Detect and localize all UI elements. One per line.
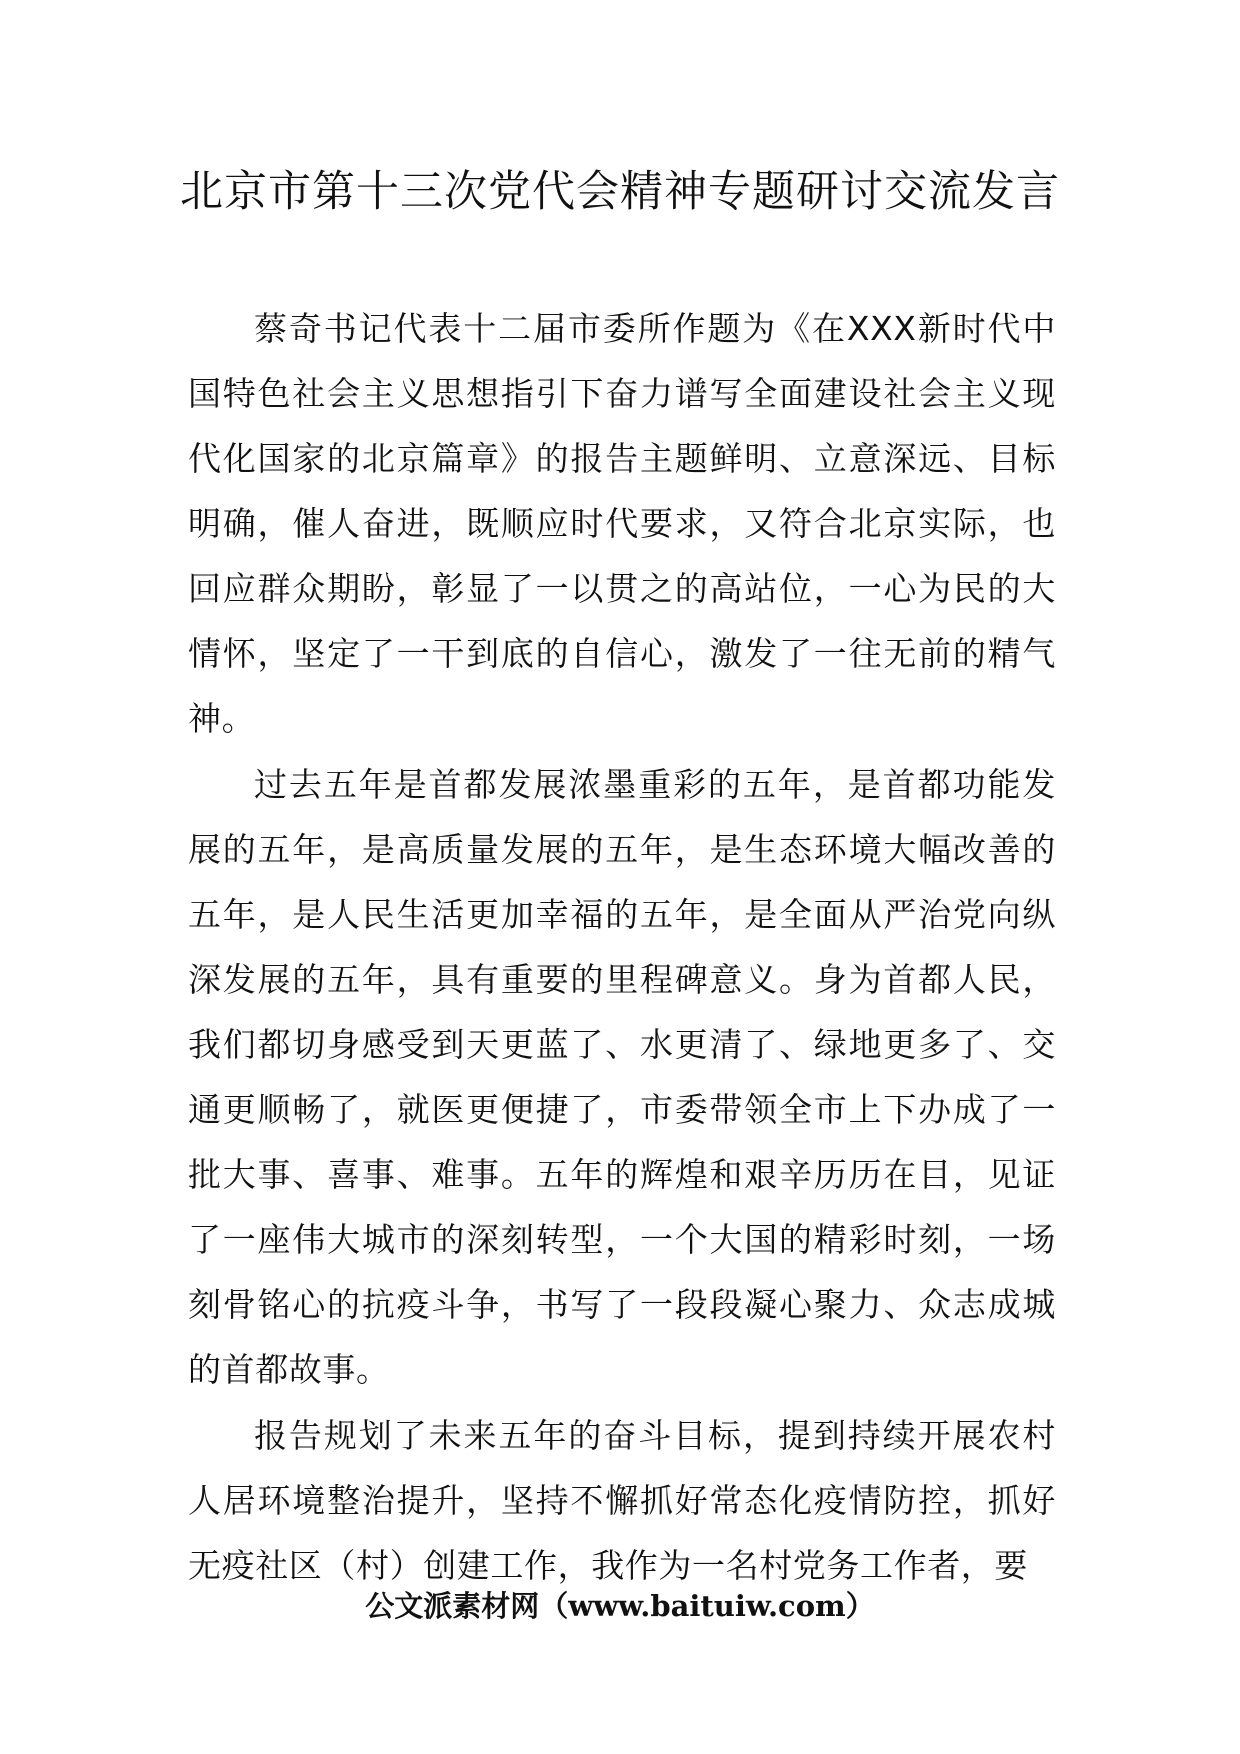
paragraph-1: 蔡奇书记代表十二届市委所作题为《在XXX新时代中国特色社会主义思想指引下奋力谱写全面建设社会主义现代化国家的北京篇章》的报告主题鲜明、立意深远、目标明确，催人奋进，既顺应时代要求，又符合北京实际，也回应群众期盼，彰显了一以贯之的高站位，一心为民的大情怀，坚定了一干到底的自信心，激发了一往无前的精气神。	[188, 309, 1056, 738]
document-title: 北京市第十三次党代会精神专题研讨交流发言	[180, 167, 1060, 217]
paragraph-2: 过去五年是首都发展浓墨重彩的五年，是首都功能发展的五年，是高质量发展的五年，是生态环境大幅改善的五年，是人民生活更加幸福的五年，是全面从严治党向纵深发展的五年，具有重要的里程碑意义。身为首都人民，我们都切身感受到天更蓝了、水更清了、绿地更多了、交通更顺畅了，就医更便捷了，市委带领全市上下办成了一批大事、喜事、难事。五年的辉煌和艰辛历历在目，见证了一座伟大城市的深刻转型，一个大国的精彩时刻，一场刻骨铭心的抗疫斗争，书写了一段段凝心聚力、众志成城的首都故事。	[188, 765, 1056, 1389]
paragraph-3: 报告规划了未来五年的奋斗目标，提到持续开展农村人居环境整治提升，坚持不懈抓好常态化疫情防控，抓好无疫社区（村）创建工作，我作为一名村党务工作者，要	[188, 1416, 1056, 1585]
footer-watermark: 公文派素材网（www.baituiw.com）	[365, 1589, 875, 1623]
document-body	[188, 296, 1056, 1599]
